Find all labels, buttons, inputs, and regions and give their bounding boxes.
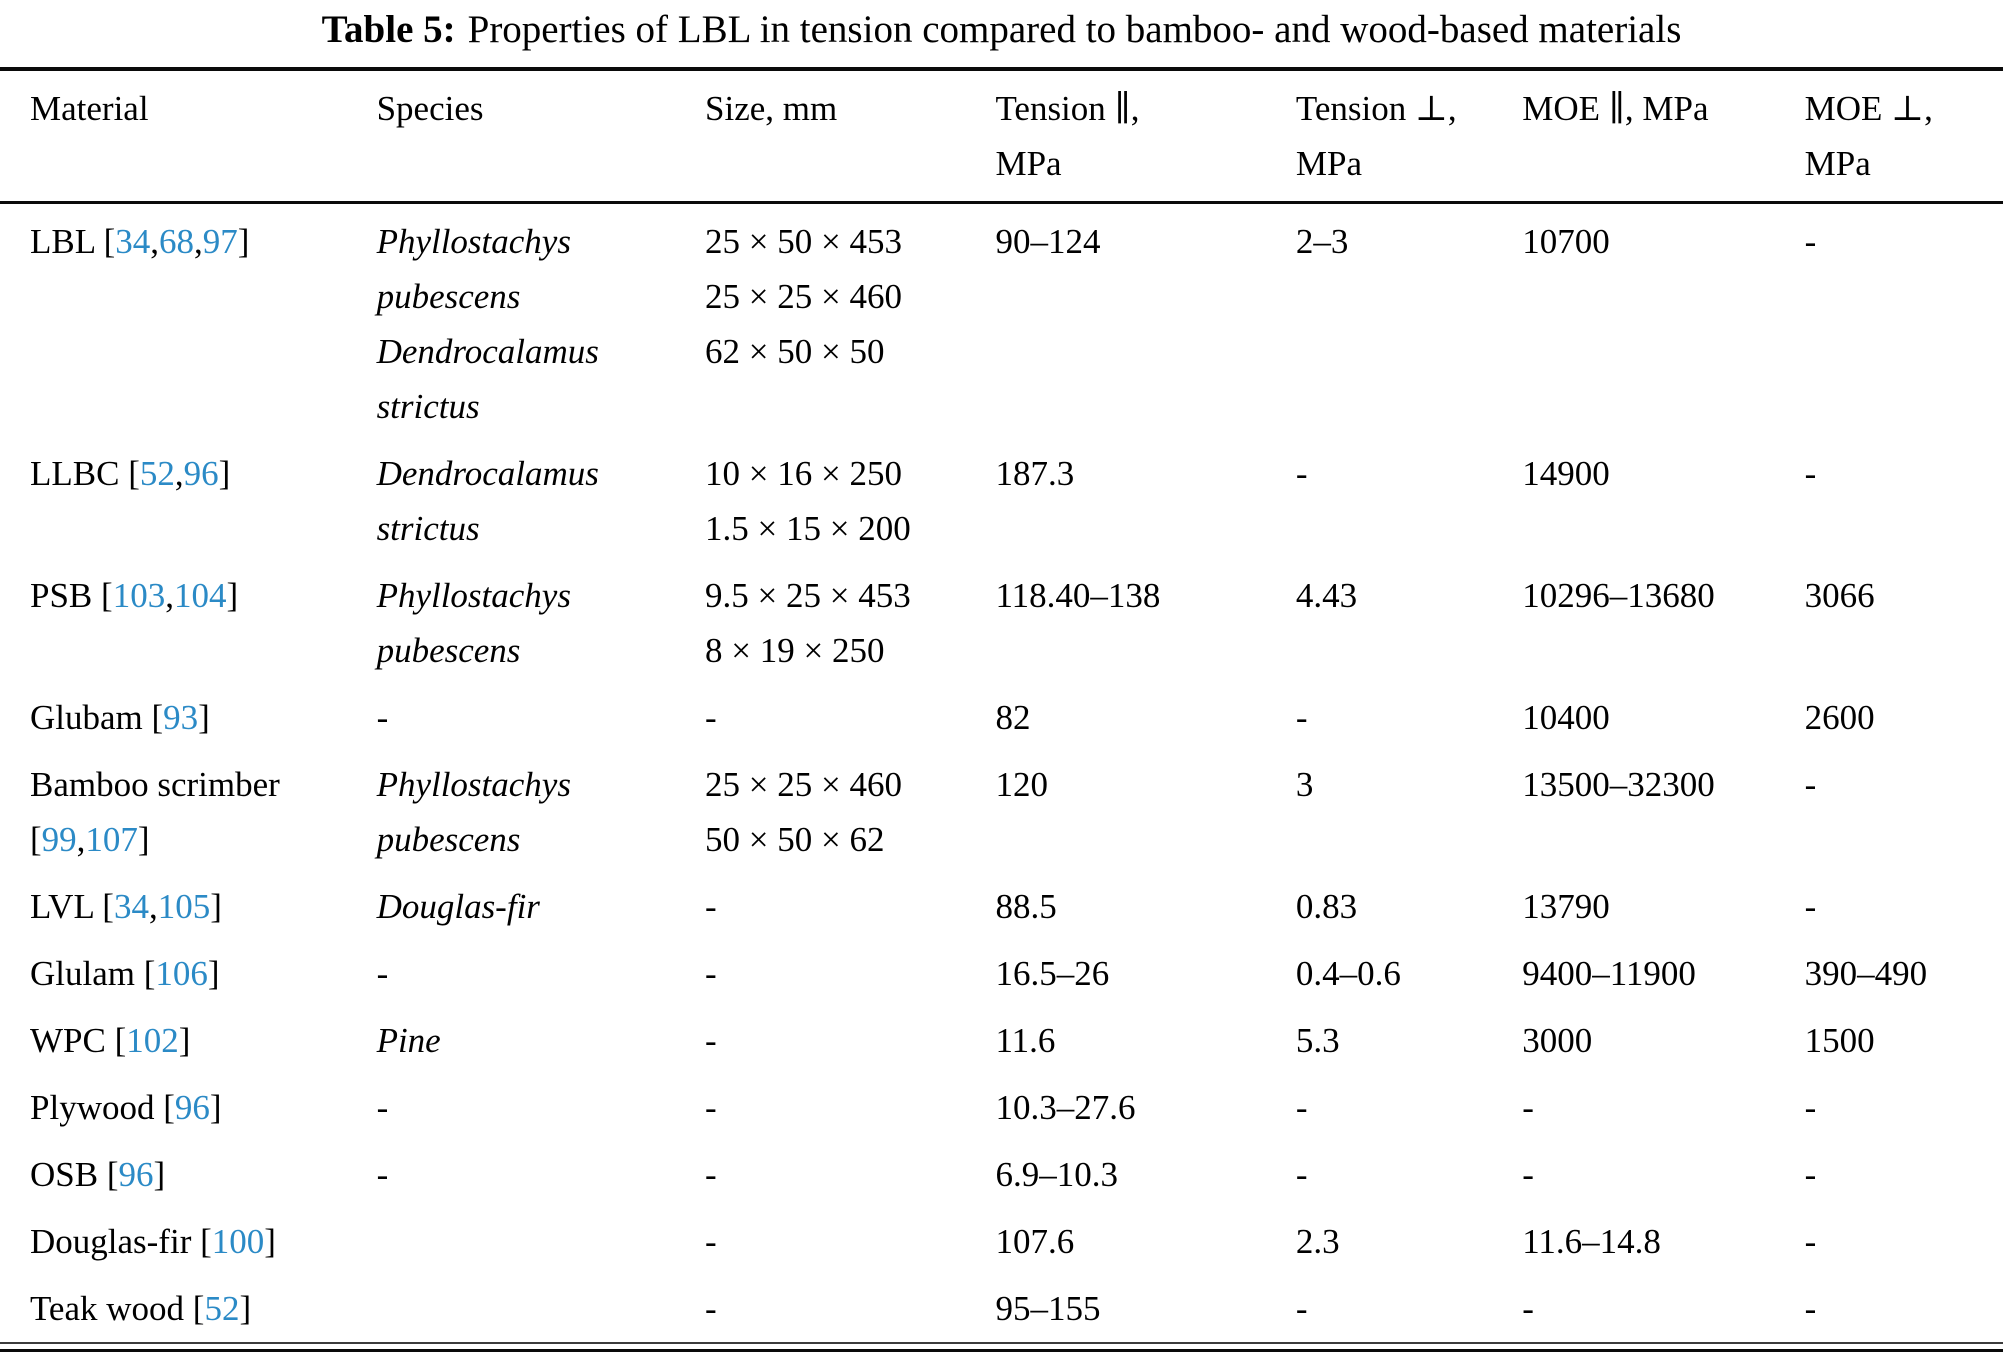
tension-perp-cell: - [1295, 1289, 1308, 1328]
moe-perp-cell: - [1804, 454, 1817, 493]
citation [193, 1289, 251, 1328]
citation-close-bracket: ] [218, 454, 231, 493]
material-name: PSB [30, 576, 93, 615]
citation-open-bracket: [ [30, 820, 42, 859]
table-row [0, 440, 2003, 562]
moe-par-cell: 14900 [1522, 454, 1610, 493]
citation-link[interactable]: 100 [211, 1222, 265, 1261]
species-name: Pine [376, 1021, 441, 1060]
tension-perp-cell: 4.43 [1295, 576, 1358, 615]
species-name: Dendrocalamus strictus [376, 454, 599, 548]
tension-perp-cell: - [1295, 698, 1308, 737]
moe-perp-cell: - [1804, 1222, 1817, 1261]
citation-link[interactable]: 68 [158, 222, 194, 261]
material-cell [0, 1141, 377, 1208]
citation-link[interactable]: 104 [173, 576, 227, 615]
citation-link[interactable]: 99 [41, 820, 77, 859]
moe-par-cell: - [1522, 1155, 1534, 1194]
moe-par-cell: - [1522, 1289, 1534, 1328]
species-cell [377, 940, 705, 1007]
tension-par-cell: 107.6 [995, 1222, 1075, 1261]
tension-par-cell: 11.6 [995, 1021, 1056, 1060]
citation-close-bracket: ] [239, 1289, 252, 1328]
species-cell [377, 203, 705, 441]
moe-par-cell: 3000 [1522, 1021, 1593, 1060]
material-cell [0, 1007, 377, 1074]
citation-close-bracket: ] [153, 1155, 166, 1194]
material-cell [0, 940, 377, 1007]
column-header-line: Tension ∥, [995, 89, 1140, 128]
tension-par-cell: 88.5 [995, 887, 1057, 926]
moe-par-cell: 10700 [1522, 222, 1610, 261]
citation [144, 954, 220, 993]
moe-perp-cell: - [1804, 887, 1817, 926]
size-value: 50 × 50 × 62 [705, 820, 885, 859]
material-cell [0, 1074, 377, 1141]
size-value: 62 × 50 × 50 [705, 332, 885, 371]
citation [102, 887, 222, 926]
table-row [0, 562, 2003, 684]
citation-link[interactable]: 96 [183, 454, 219, 493]
material-name: LBL [30, 222, 95, 261]
moe-perp-cell: - [1804, 1289, 1817, 1328]
column-header-line: MPa [1804, 144, 1871, 183]
material-cell [0, 203, 377, 441]
tension-perp-cell: - [1295, 1088, 1308, 1127]
citation [200, 1222, 276, 1261]
citation-link[interactable]: 103 [112, 576, 166, 615]
citation-close-bracket: ] [178, 1021, 191, 1060]
moe-perp-cell: - [1804, 222, 1817, 261]
citation-separator: , [174, 454, 184, 493]
moe-perp-cell: - [1804, 1155, 1817, 1194]
column-header-size [705, 69, 995, 203]
size-cell [705, 940, 995, 1007]
column-header-line: MPa [995, 144, 1062, 183]
citation-link[interactable]: 97 [202, 222, 238, 261]
citation-open-bracket: [ [106, 1155, 119, 1194]
citation-close-bracket: ] [264, 1222, 276, 1261]
size-cell [705, 751, 995, 873]
tension-par-cell: 6.9–10.3 [995, 1155, 1118, 1194]
tension-par-cell: 118.40–138 [995, 576, 1161, 615]
moe-perp-cell: - [1804, 765, 1817, 804]
column-header-species [377, 69, 705, 203]
tension-par-cell: 120 [995, 765, 1048, 804]
material-name: OSB [30, 1155, 99, 1194]
table-header-row [0, 69, 2003, 203]
column-header-line: Species [376, 89, 484, 128]
size-cell [705, 1141, 995, 1208]
size-value: - [705, 1222, 717, 1261]
species-name: Dendrocalamus strictus [376, 332, 599, 426]
material-cell [0, 440, 377, 562]
citation [128, 454, 230, 493]
species-cell [377, 751, 705, 873]
size-cell [705, 873, 995, 940]
tension-par-cell: 16.5–26 [995, 954, 1110, 993]
citation-close-bracket: ] [209, 1088, 222, 1127]
size-cell [705, 1275, 995, 1343]
table-row [0, 1275, 2003, 1343]
citation-open-bracket: [ [101, 576, 113, 615]
table-caption [0, 6, 2003, 54]
moe-par-cell: 11.6–14.8 [1522, 1222, 1661, 1261]
tension-perp-cell: 2–3 [1295, 222, 1349, 261]
citation-open-bracket: [ [114, 1021, 127, 1060]
size-cell [705, 203, 995, 441]
tension-perp-cell: 0.83 [1295, 887, 1358, 926]
size-value: 8 × 19 × 250 [705, 631, 885, 670]
citation-open-bracket: [ [143, 954, 156, 993]
citation-open-bracket: [ [151, 698, 164, 737]
species-cell [377, 1007, 705, 1074]
citation-close-bracket: ] [237, 222, 250, 261]
material-cell [0, 873, 377, 940]
moe-perp-cell: 3066 [1804, 576, 1875, 615]
moe-par-cell: 10400 [1522, 698, 1610, 737]
table-row [0, 940, 2003, 1007]
tension-par-cell: 187.3 [995, 454, 1075, 493]
citation [104, 222, 250, 261]
material-name: WPC [30, 1021, 106, 1060]
material-cell [0, 751, 377, 873]
size-value: 25 × 25 × 460 [705, 765, 903, 804]
citation-open-bracket: [ [192, 1289, 205, 1328]
citation-close-bracket: ] [198, 698, 210, 737]
citation [30, 820, 150, 859]
moe-par-cell: 9400–11900 [1522, 954, 1696, 993]
size-value: - [705, 1289, 717, 1328]
column-header-line: MPa [1295, 144, 1363, 183]
moe-par-cell: 13790 [1522, 887, 1610, 926]
citation-link[interactable]: 106 [155, 954, 208, 993]
table-row [0, 1141, 2003, 1208]
citation [163, 1088, 221, 1127]
species-name: - [376, 698, 389, 737]
size-value: - [705, 887, 717, 926]
citation-open-bracket: [ [102, 887, 114, 926]
citation-close-bracket: ] [207, 954, 220, 993]
column-header-line: Size, mm [705, 89, 838, 128]
citation-separator: , [193, 222, 203, 261]
citation [152, 698, 210, 737]
table-row [0, 1007, 2003, 1074]
size-value: 9.5 × 25 × 453 [705, 576, 911, 615]
tension-perp-cell: - [1295, 454, 1308, 493]
tension-perp-cell: 0.4–0.6 [1295, 954, 1401, 993]
tension-perp-cell: 3 [1295, 765, 1314, 804]
citation-link[interactable]: 96 [118, 1155, 154, 1194]
material-name: Glubam [30, 698, 143, 737]
size-value: 25 × 50 × 453 [705, 222, 903, 261]
citation-separator: , [165, 576, 174, 615]
table-header [0, 69, 2003, 203]
species-cell [377, 1141, 705, 1208]
species-name: Phyllostachys pubescens [376, 576, 571, 670]
size-cell [705, 1074, 995, 1141]
tension-par-cell: 90–124 [995, 222, 1101, 261]
size-cell [705, 684, 995, 751]
column-header-material [0, 69, 377, 203]
citation-open-bracket: [ [163, 1088, 175, 1127]
column-header-line: Tension ⊥, [1295, 89, 1457, 128]
size-cell [705, 1208, 995, 1275]
species-cell [377, 1275, 705, 1343]
column-header-line: Material [30, 89, 149, 128]
citation-link[interactable]: 105 [157, 887, 211, 926]
citation-link[interactable]: 93 [163, 698, 199, 737]
citation [107, 1155, 165, 1194]
material-cell [0, 684, 377, 751]
moe-perp-cell: 2600 [1804, 698, 1875, 737]
citation [101, 576, 238, 615]
size-value: - [705, 1021, 717, 1060]
paper-page [0, 6, 2003, 1352]
citation-separator: , [148, 887, 158, 926]
species-name: Phyllostachys pubescens [376, 222, 571, 316]
tension-par-cell: 10.3–27.6 [995, 1088, 1136, 1127]
table-row [0, 1074, 2003, 1141]
citation-separator: , [150, 222, 159, 261]
species-name: Phyllostachys pubescens [376, 765, 571, 859]
size-value: - [705, 1155, 717, 1194]
moe-perp-cell: 1500 [1804, 1021, 1875, 1060]
material-cell [0, 1208, 377, 1275]
column-header-moe_perp [1805, 69, 2003, 203]
table-caption-text: Properties of LBL in tension compared to bamboo- and wood-based materials [467, 8, 1682, 51]
material-cell [0, 562, 377, 684]
citation [115, 1021, 191, 1060]
moe-par-cell: 13500–32300 [1522, 765, 1715, 804]
size-cell [705, 1007, 995, 1074]
column-header-tension_par [995, 69, 1295, 203]
tension-perp-cell: - [1295, 1155, 1308, 1194]
table-row [0, 684, 2003, 751]
citation-close-bracket: ] [226, 576, 239, 615]
column-header-line: MOE ⊥, [1804, 89, 1933, 128]
table-row [0, 873, 2003, 940]
species-cell [377, 1074, 705, 1141]
table-row [0, 203, 2003, 441]
citation-close-bracket: ] [137, 820, 150, 859]
material-cell [0, 1275, 377, 1343]
species-name: - [376, 1088, 389, 1127]
table-row [0, 751, 2003, 873]
citation-link[interactable]: 34 [113, 887, 149, 926]
citation-link[interactable]: 96 [174, 1088, 210, 1127]
material-name: Glulam [30, 954, 135, 993]
material-name: Bamboo scrimber [30, 765, 280, 804]
citation-link[interactable]: 34 [115, 222, 151, 261]
species-name: - [376, 1155, 389, 1194]
size-value: 25 × 25 × 460 [705, 277, 903, 316]
moe-perp-cell: - [1804, 1088, 1817, 1127]
tension-par-cell: 82 [995, 698, 1031, 737]
citation-link[interactable]: 52 [204, 1289, 240, 1328]
size-value: 10 × 16 × 250 [705, 454, 903, 493]
citation-link[interactable]: 102 [126, 1021, 179, 1060]
table-body [0, 203, 2003, 1344]
size-value: 1.5 × 15 × 200 [705, 509, 911, 548]
material-name: LLBC [30, 454, 120, 493]
size-value: - [705, 954, 717, 993]
citation-open-bracket: [ [200, 1222, 212, 1261]
material-name: Teak wood [30, 1289, 185, 1328]
species-cell [377, 562, 705, 684]
species-cell [377, 684, 705, 751]
citation-open-bracket: [ [103, 222, 116, 261]
size-cell [705, 562, 995, 684]
column-header-moe_par [1522, 69, 1804, 203]
size-cell [705, 440, 995, 562]
material-name: LVL [30, 887, 94, 926]
column-header-tension_perp [1296, 69, 1522, 203]
citation-separator: , [76, 820, 86, 859]
citation-link[interactable]: 107 [85, 820, 138, 859]
column-header-line: MOE ∥, MPa [1522, 89, 1709, 128]
tension-par-cell: 95–155 [995, 1289, 1101, 1328]
citation-link[interactable]: 52 [139, 454, 175, 493]
species-cell [377, 1208, 705, 1275]
species-cell [377, 440, 705, 562]
species-name: Douglas-fir [376, 887, 540, 926]
moe-par-cell: 10296–13680 [1522, 576, 1715, 615]
properties-table [0, 67, 2003, 1344]
species-cell [377, 873, 705, 940]
table-row [0, 1208, 2003, 1275]
size-value: - [705, 1088, 717, 1127]
tension-perp-cell: 2.3 [1295, 1222, 1340, 1261]
material-name: Douglas-fir [30, 1222, 192, 1261]
table-caption-label: Table 5: [321, 8, 456, 51]
moe-perp-cell: 390–490 [1804, 954, 1928, 993]
material-name: Plywood [30, 1088, 155, 1127]
citation-open-bracket: [ [128, 454, 140, 493]
size-value: - [705, 698, 717, 737]
moe-par-cell: - [1522, 1088, 1534, 1127]
citation-close-bracket: ] [210, 887, 222, 926]
species-name: - [376, 954, 389, 993]
tension-perp-cell: 5.3 [1295, 1021, 1340, 1060]
